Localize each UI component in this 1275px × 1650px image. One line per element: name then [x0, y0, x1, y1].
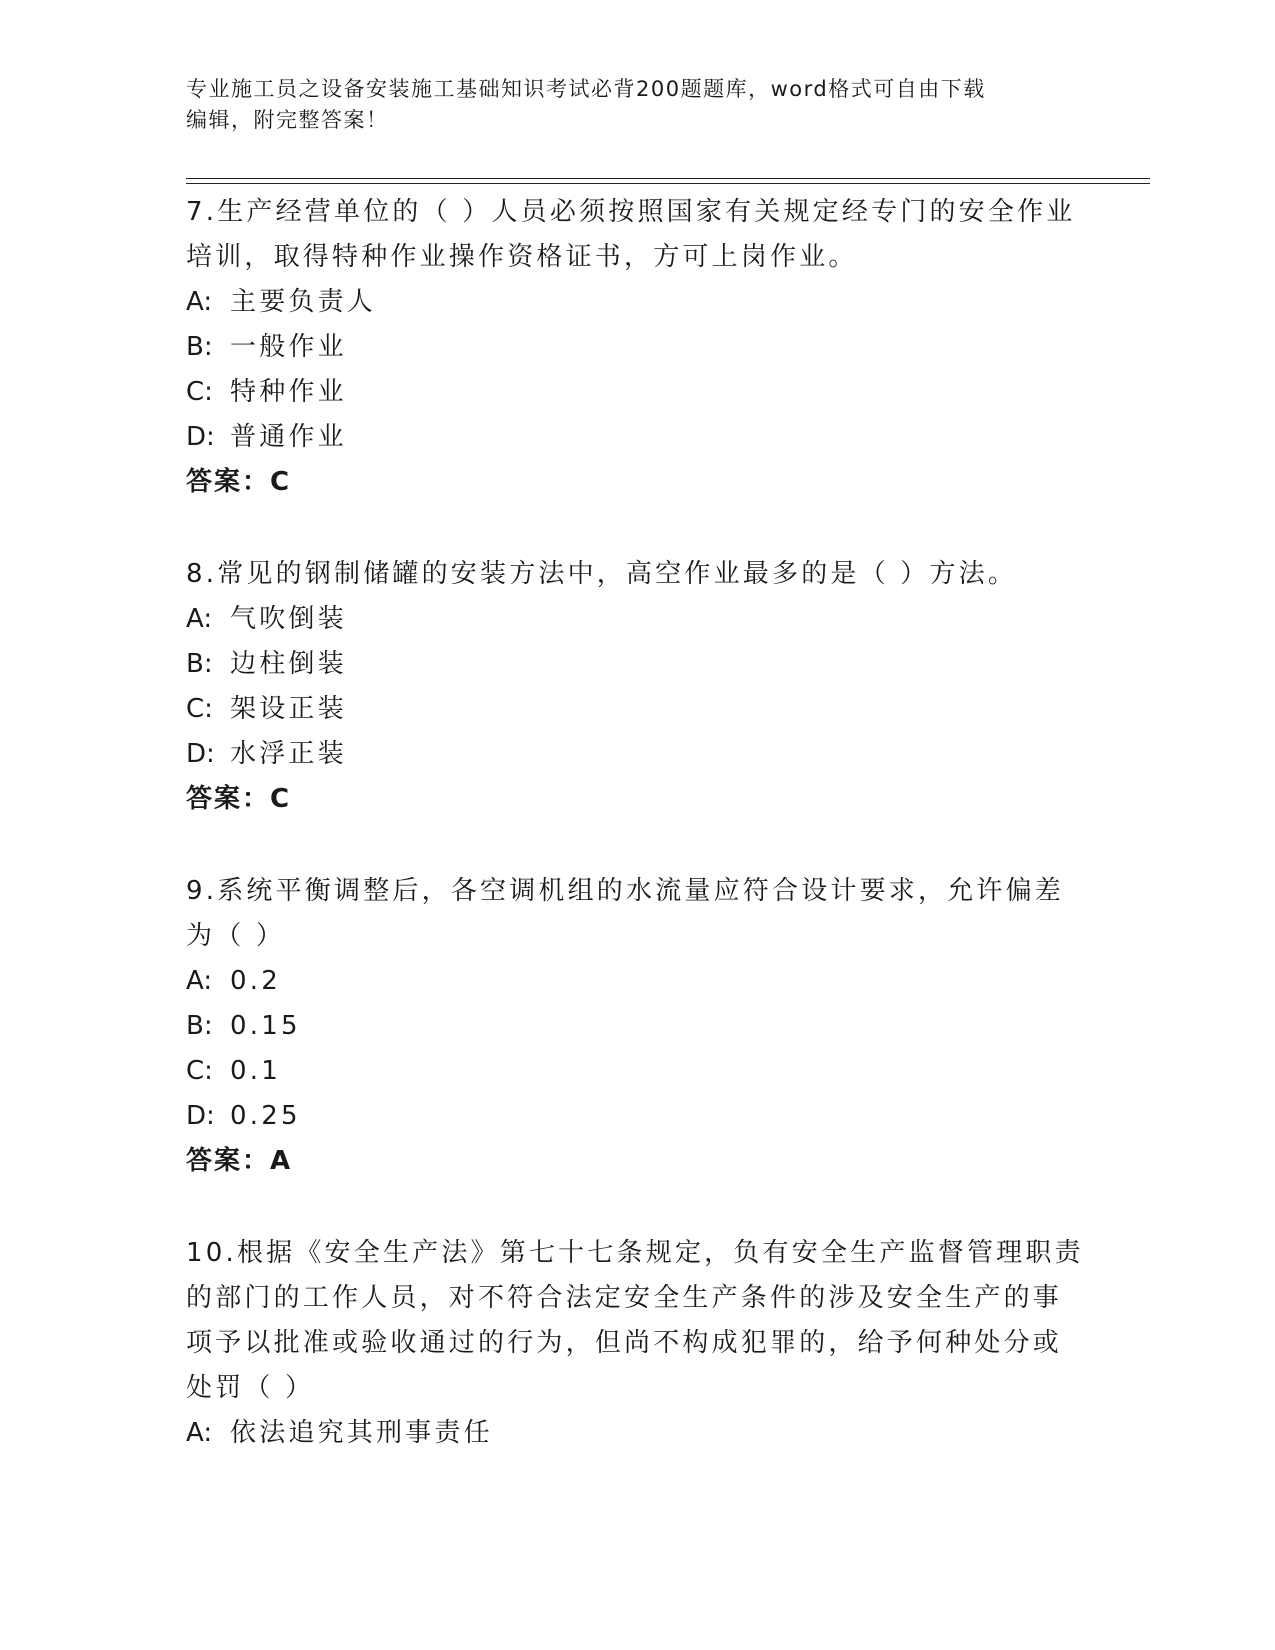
answer-value: C [270, 467, 290, 497]
option-text: 依法追究其刑事责任 [230, 1418, 493, 1448]
option-b [186, 1004, 1086, 1049]
option-text: 特种作业 [230, 377, 347, 407]
option-c [186, 687, 1086, 732]
question-stem [186, 190, 1086, 280]
answer-label: 答案： [186, 467, 271, 497]
option-key: B: [186, 332, 213, 362]
option-key: D: [186, 1101, 215, 1131]
question-stem [186, 869, 1086, 959]
stem-line: 项予以批准或验收通过的行为，但尚不构成犯罪的，给予何种处分或 [186, 1328, 1063, 1358]
answer-value: A [270, 1146, 291, 1176]
question-7 [186, 190, 1086, 505]
option-key: C: [186, 1056, 213, 1086]
option-key: A: [186, 604, 213, 634]
answer-value: C [270, 784, 290, 814]
answer-line [186, 1139, 1086, 1184]
header-divider-bottom [186, 183, 1150, 184]
option-a [186, 1411, 1086, 1456]
option-d [186, 415, 1086, 460]
question-10 [186, 1231, 1086, 1456]
option-c [186, 1049, 1086, 1094]
option-d [186, 732, 1086, 777]
question-stem [186, 552, 1086, 597]
header-line-1: 专业施工员之设备安装施工基础知识考试必背200题题库，word格式可自由下载 [186, 77, 986, 101]
option-text: 架设正装 [230, 694, 347, 724]
stem-line: 为（ ） [186, 921, 286, 951]
answer-label: 答案： [186, 1146, 271, 1176]
option-key: A: [186, 966, 213, 996]
question-9 [186, 869, 1086, 1184]
question-stem [186, 1231, 1086, 1411]
option-key: A: [186, 287, 213, 317]
option-b [186, 642, 1086, 687]
option-text: 0.15 [230, 1011, 301, 1041]
stem-line: 9.系统平衡调整后，各空调机组的水流量应符合设计要求，允许偏差 [186, 876, 1065, 906]
stem-line: 10.根据《安全生产法》第七十七条规定，负有安全生产监督管理职责 [186, 1238, 1084, 1268]
document-header [186, 74, 1066, 136]
stem-line: 7.生产经营单位的（ ）人员必须按照国家有关规定经专门的安全作业 [186, 197, 1076, 227]
question-list [186, 190, 1086, 1503]
question-8 [186, 552, 1086, 822]
stem-line: 培训，取得特种作业操作资格证书，方可上岗作业。 [186, 242, 858, 272]
option-key: B: [186, 649, 213, 679]
header-line-2: 编辑，附完整答案！ [186, 108, 389, 132]
option-c [186, 370, 1086, 415]
option-text: 0.1 [230, 1056, 281, 1086]
stem-line: 的部门的工作人员，对不符合法定安全生产条件的涉及安全生产的事 [186, 1283, 1063, 1313]
option-text: 一般作业 [230, 332, 347, 362]
stem-line: 8.常见的钢制储罐的安装方法中，高空作业最多的是（ ）方法。 [186, 559, 1018, 589]
option-b [186, 325, 1086, 370]
answer-line [186, 460, 1086, 505]
option-key: C: [186, 377, 213, 407]
option-key: D: [186, 422, 215, 452]
option-text: 普通作业 [230, 422, 347, 452]
option-text: 0.2 [230, 966, 281, 996]
answer-label: 答案： [186, 784, 271, 814]
option-d [186, 1094, 1086, 1139]
option-text: 主要负责人 [230, 287, 377, 317]
option-key: D: [186, 739, 215, 769]
option-text: 0.25 [230, 1101, 301, 1131]
option-text: 水浮正装 [230, 739, 347, 769]
option-a [186, 959, 1086, 1004]
option-text: 气吹倒装 [230, 604, 347, 634]
header-divider-top [186, 178, 1150, 179]
stem-line: 处罚（ ） [186, 1373, 315, 1403]
option-a [186, 597, 1086, 642]
option-a [186, 280, 1086, 325]
option-key: B: [186, 1011, 213, 1041]
option-key: A: [186, 1418, 213, 1448]
option-key: C: [186, 694, 213, 724]
answer-line [186, 777, 1086, 822]
option-text: 边柱倒装 [230, 649, 347, 679]
